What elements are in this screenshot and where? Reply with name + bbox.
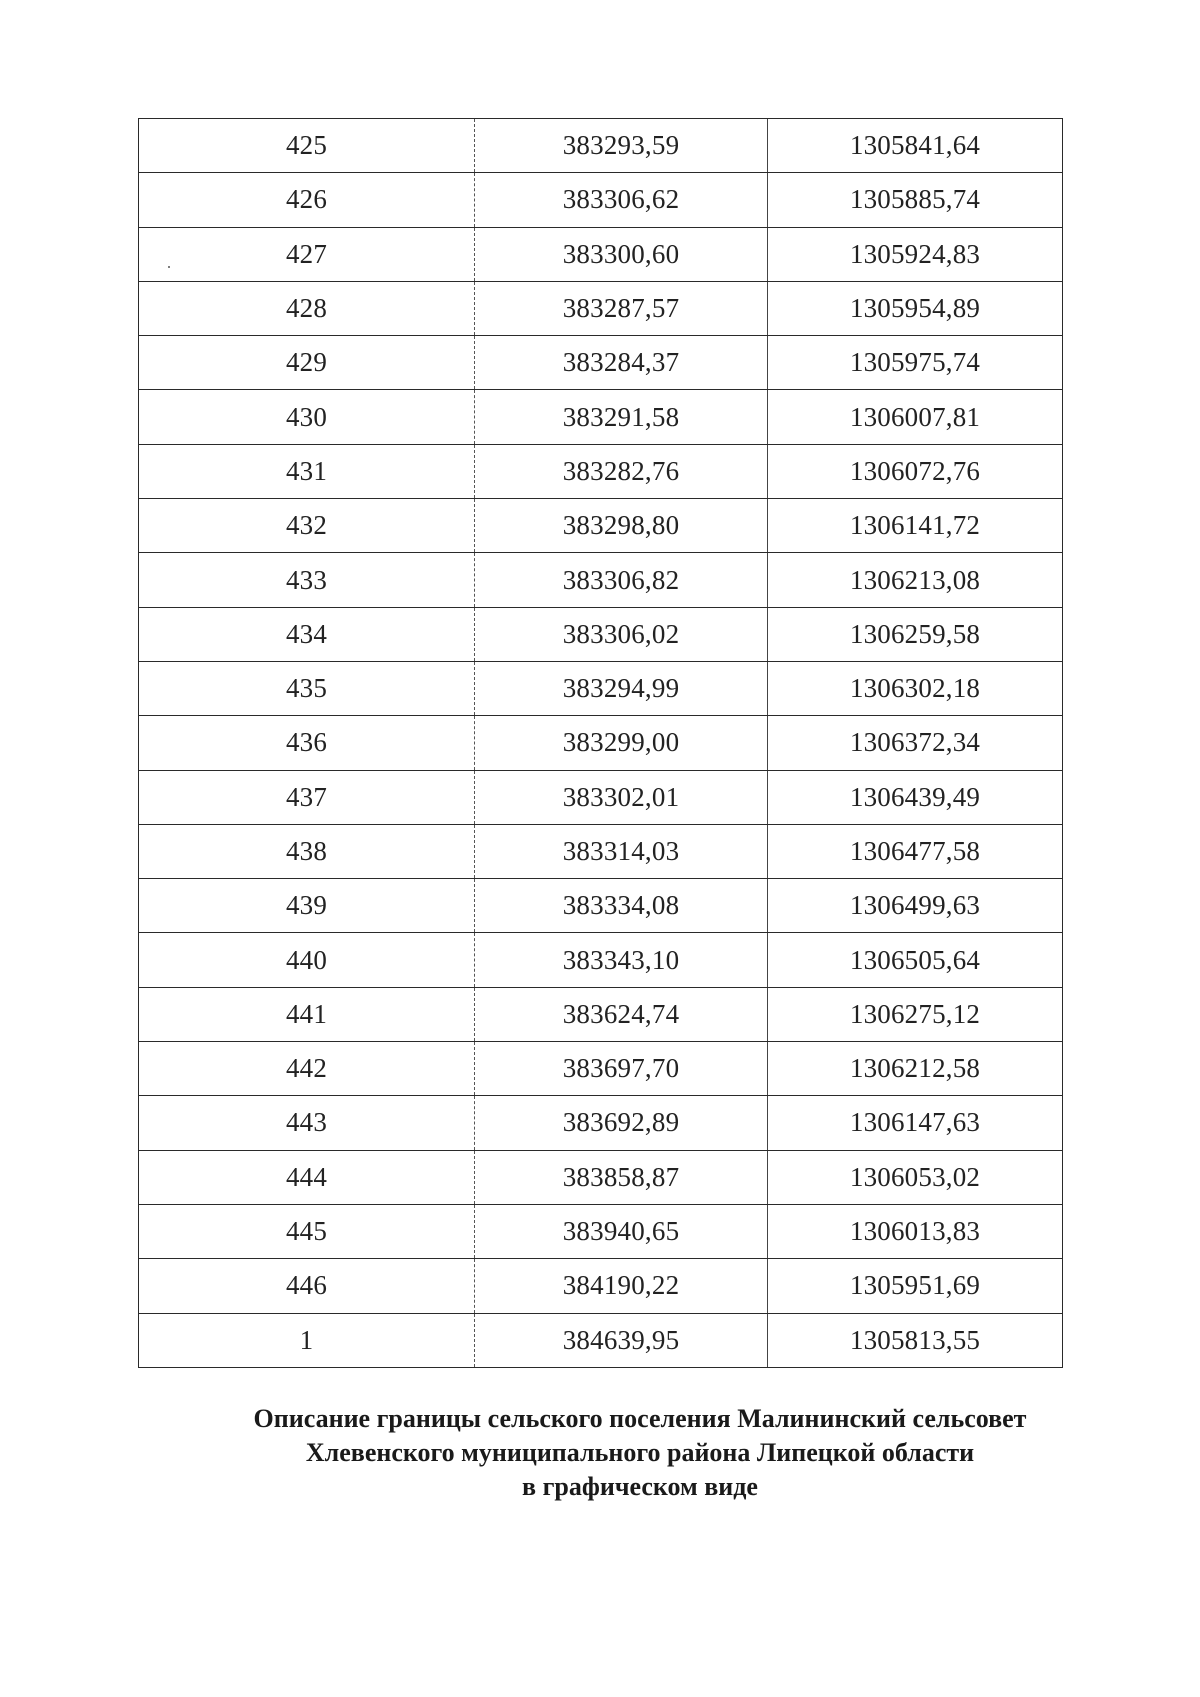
point-number-cell: 431 — [139, 444, 475, 498]
coordinates-table-body — [139, 119, 1063, 1368]
x-coordinate-cell: 384190,22 — [475, 1259, 768, 1313]
y-coordinate-cell: 1306275,12 — [768, 987, 1063, 1041]
point-number-cell: 427 — [139, 227, 475, 281]
x-coordinate-cell: 383306,82 — [475, 553, 768, 607]
x-coordinate-cell: 383287,57 — [475, 281, 768, 335]
table-row — [139, 119, 1063, 173]
point-number-cell: 443 — [139, 1096, 475, 1150]
x-coordinate-cell: 383343,10 — [475, 933, 768, 987]
point-number-cell: 432 — [139, 499, 475, 553]
point-number-cell: 440 — [139, 933, 475, 987]
y-coordinate-cell: 1306302,18 — [768, 661, 1063, 715]
y-coordinate-cell: 1305975,74 — [768, 336, 1063, 390]
point-number-cell: 425 — [139, 119, 475, 173]
caption-line-3: в графическом виде — [522, 1472, 758, 1501]
y-coordinate-cell: 1306013,83 — [768, 1204, 1063, 1258]
table-row — [139, 1259, 1063, 1313]
point-number-cell: 433 — [139, 553, 475, 607]
table-row — [139, 1042, 1063, 1096]
table-row — [139, 987, 1063, 1041]
x-coordinate-cell: 383298,80 — [475, 499, 768, 553]
table-row — [139, 770, 1063, 824]
x-coordinate-cell: 383302,01 — [475, 770, 768, 824]
table-row — [139, 1096, 1063, 1150]
x-coordinate-cell: 383291,58 — [475, 390, 768, 444]
y-coordinate-cell: 1306477,58 — [768, 824, 1063, 878]
x-coordinate-cell: 383300,60 — [475, 227, 768, 281]
x-coordinate-cell: 383282,76 — [475, 444, 768, 498]
y-coordinate-cell: 1306372,34 — [768, 716, 1063, 770]
point-number-cell: 442 — [139, 1042, 475, 1096]
y-coordinate-cell: 1306505,64 — [768, 933, 1063, 987]
point-number-cell: 429 — [139, 336, 475, 390]
point-number-cell: 426 — [139, 173, 475, 227]
x-coordinate-cell: 383293,59 — [475, 119, 768, 173]
point-number-cell: 436 — [139, 716, 475, 770]
table-row — [139, 173, 1063, 227]
table-row — [139, 1204, 1063, 1258]
caption-line-2: Хлевенского муниципального района Липецкой области — [305, 1438, 975, 1467]
table-row — [139, 336, 1063, 390]
table-row — [139, 553, 1063, 607]
y-coordinate-cell: 1306259,58 — [768, 607, 1063, 661]
document-caption — [140, 1402, 1140, 1504]
x-coordinate-cell: 383314,03 — [475, 824, 768, 878]
y-coordinate-cell: 1305954,89 — [768, 281, 1063, 335]
y-coordinate-cell: 1306212,58 — [768, 1042, 1063, 1096]
y-coordinate-cell: 1306439,49 — [768, 770, 1063, 824]
x-coordinate-cell: 383284,37 — [475, 336, 768, 390]
y-coordinate-cell: 1306053,02 — [768, 1150, 1063, 1204]
point-number-cell: 445 — [139, 1204, 475, 1258]
table-row — [139, 933, 1063, 987]
x-coordinate-cell: 383334,08 — [475, 879, 768, 933]
x-coordinate-cell: 383858,87 — [475, 1150, 768, 1204]
table-row — [139, 1313, 1063, 1367]
point-number-cell: 434 — [139, 607, 475, 661]
x-coordinate-cell: 383624,74 — [475, 987, 768, 1041]
table-row — [139, 716, 1063, 770]
table-row — [139, 499, 1063, 553]
x-coordinate-cell: 383294,99 — [475, 661, 768, 715]
table-row — [139, 824, 1063, 878]
boundary-coordinates-table — [138, 118, 1063, 1368]
x-coordinate-cell: 383940,65 — [475, 1204, 768, 1258]
point-number-cell: 438 — [139, 824, 475, 878]
y-coordinate-cell: 1306499,63 — [768, 879, 1063, 933]
table-row — [139, 390, 1063, 444]
point-number-cell: 1 — [139, 1313, 475, 1367]
point-number-cell: 430 — [139, 390, 475, 444]
table-row — [139, 607, 1063, 661]
y-coordinate-cell: 1306072,76 — [768, 444, 1063, 498]
x-coordinate-cell: 383697,70 — [475, 1042, 768, 1096]
y-coordinate-cell: 1305924,83 — [768, 227, 1063, 281]
table-row — [139, 444, 1063, 498]
table-row — [139, 1150, 1063, 1204]
x-coordinate-cell: 383692,89 — [475, 1096, 768, 1150]
point-number-cell: 439 — [139, 879, 475, 933]
point-number-cell: 435 — [139, 661, 475, 715]
y-coordinate-cell: 1305813,55 — [768, 1313, 1063, 1367]
y-coordinate-cell: 1305951,69 — [768, 1259, 1063, 1313]
y-coordinate-cell: 1306213,08 — [768, 553, 1063, 607]
point-number-cell: 446 — [139, 1259, 475, 1313]
x-coordinate-cell: 383299,00 — [475, 716, 768, 770]
x-coordinate-cell: 383306,62 — [475, 173, 768, 227]
caption-line-1: Описание границы сельского поселения Малининский сельсовет — [253, 1404, 1027, 1433]
table-row — [139, 879, 1063, 933]
y-coordinate-cell: 1306147,63 — [768, 1096, 1063, 1150]
table-row — [139, 661, 1063, 715]
y-coordinate-cell: 1305841,64 — [768, 119, 1063, 173]
table-row — [139, 227, 1063, 281]
y-coordinate-cell: 1305885,74 — [768, 173, 1063, 227]
point-number-cell: 437 — [139, 770, 475, 824]
table-row — [139, 281, 1063, 335]
point-number-cell: 428 — [139, 281, 475, 335]
x-coordinate-cell: 384639,95 — [475, 1313, 768, 1367]
point-number-cell: 441 — [139, 987, 475, 1041]
y-coordinate-cell: 1306007,81 — [768, 390, 1063, 444]
y-coordinate-cell: 1306141,72 — [768, 499, 1063, 553]
point-number-cell: 444 — [139, 1150, 475, 1204]
x-coordinate-cell: 383306,02 — [475, 607, 768, 661]
